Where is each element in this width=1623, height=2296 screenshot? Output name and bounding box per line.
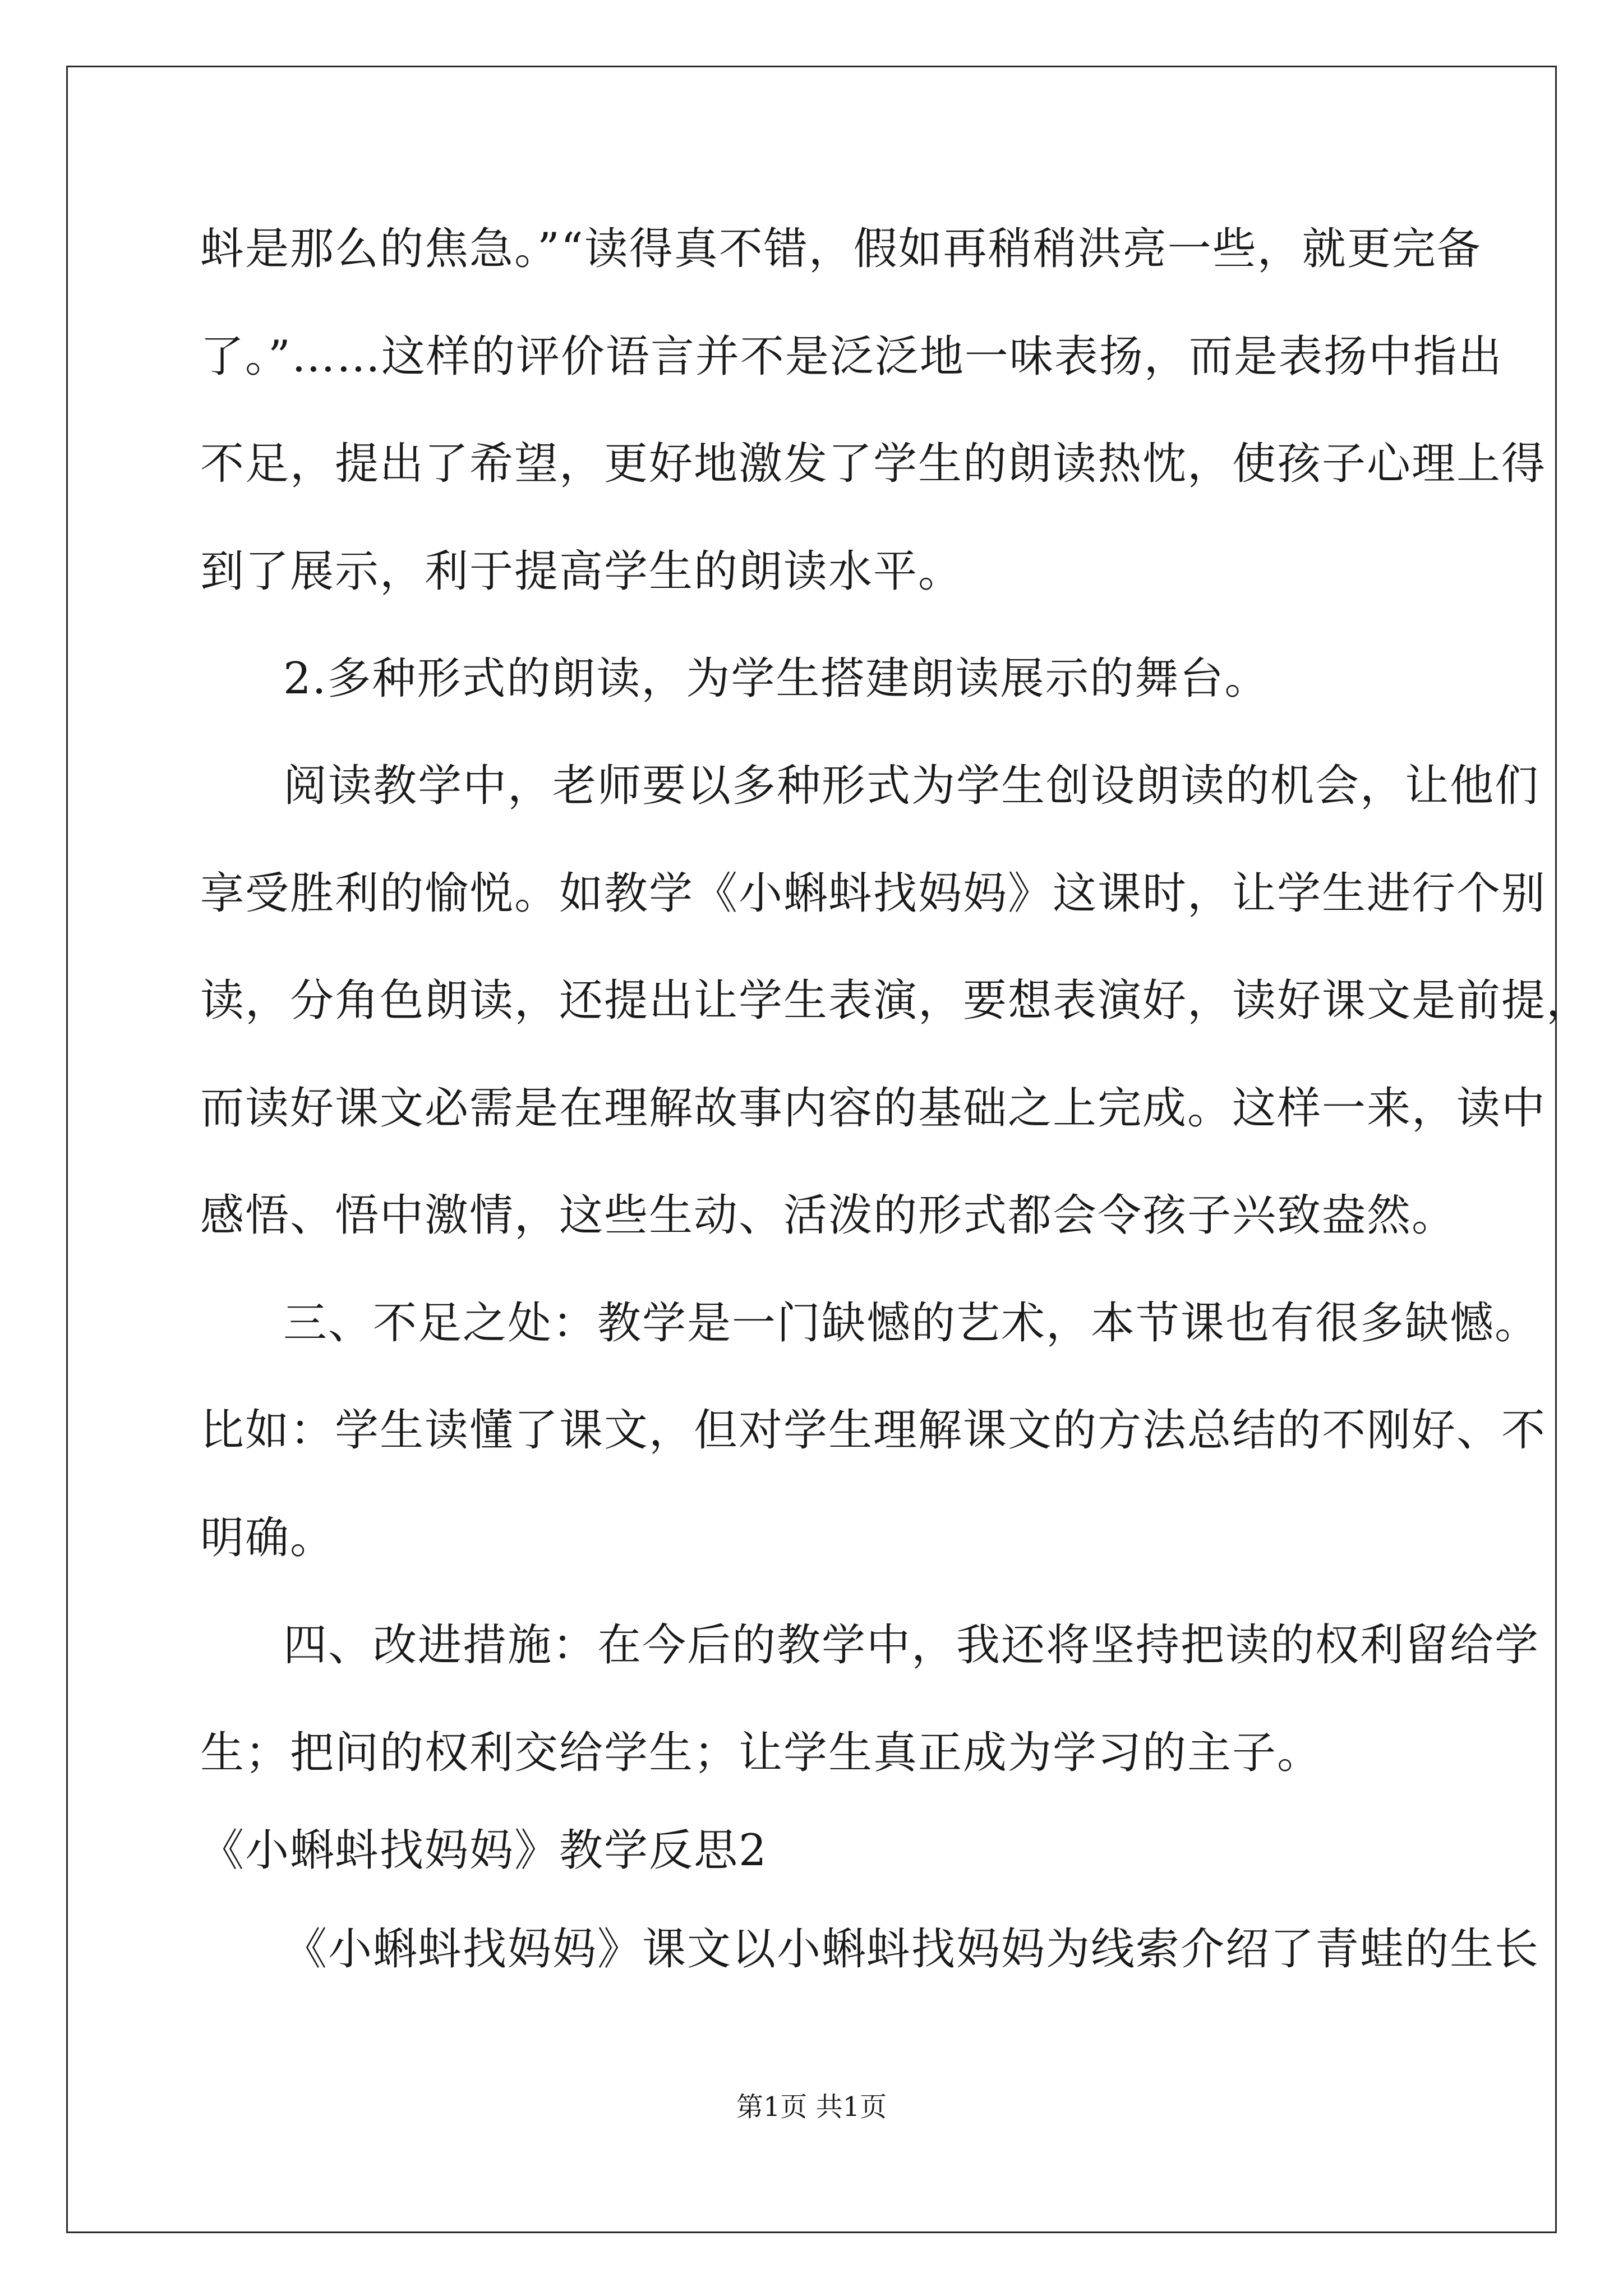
paragraph-line: 了。”……这样的评价语言并不是泛泛地一味表扬，而是表扬中指出 xyxy=(200,332,1503,382)
paragraph-line: 读，分角色朗读，还提出让学生表演，要想表演好，读好课文是前提， xyxy=(200,976,1592,1026)
paragraph-line: 三、不足之处：教学是一门缺憾的艺术，本节课也有很多缺憾。 xyxy=(283,1298,1540,1349)
paragraph-line: 生；把问的权利交给学生；让学生真正成为学习的主子。 xyxy=(200,1728,1322,1778)
section-heading: 《小蝌蚪找妈妈》教学反思2 xyxy=(200,1825,768,1876)
page-border xyxy=(66,66,1557,2233)
paragraph-line: 四、改进措施：在今后的教学中，我还将坚持把读的权利留给学 xyxy=(283,1620,1540,1671)
paragraph-line: 《小蝌蚪找妈妈》课文以小蝌蚪找妈妈为线索介绍了青蛙的生长 xyxy=(283,1924,1540,1975)
paragraph-line: 明确。 xyxy=(200,1513,335,1563)
paragraph-line: 而读好课文必需是在理解故事内容的基础之上完成。这样一来，读中 xyxy=(200,1083,1547,1134)
page-footer: 第1页 共1页 xyxy=(736,2091,887,2123)
paragraph-line: 阅读教学中，老师要以多种形式为学生创设朗读的机会，让他们 xyxy=(283,761,1540,811)
paragraph-line: 蚪是那么的焦急。”“读得真不错，假如再稍稍洪亮一些，就更完备 xyxy=(200,224,1482,274)
paragraph-line: 比如：学生读懂了课文，但对学生理解课文的方法总结的不刚好、不 xyxy=(200,1405,1547,1456)
paragraph-line: 2.多种形式的朗读，为学生搭建朗读展示的舞台。 xyxy=(283,654,1270,704)
paragraph-line: 不足，提出了希望，更好地激发了学生的朗读热忱，使孩子心理上得 xyxy=(200,439,1547,489)
paragraph-line: 到了展示，利于提高学生的朗读水平。 xyxy=(200,546,963,597)
paragraph-line: 感悟、悟中激情，这些生动、活泼的形式都会令孩子兴致盎然。 xyxy=(200,1190,1457,1241)
paragraph-line: 享受胜利的愉悦。如教学《小蝌蚪找妈妈》这课时，让学生进行个别 xyxy=(200,868,1547,919)
